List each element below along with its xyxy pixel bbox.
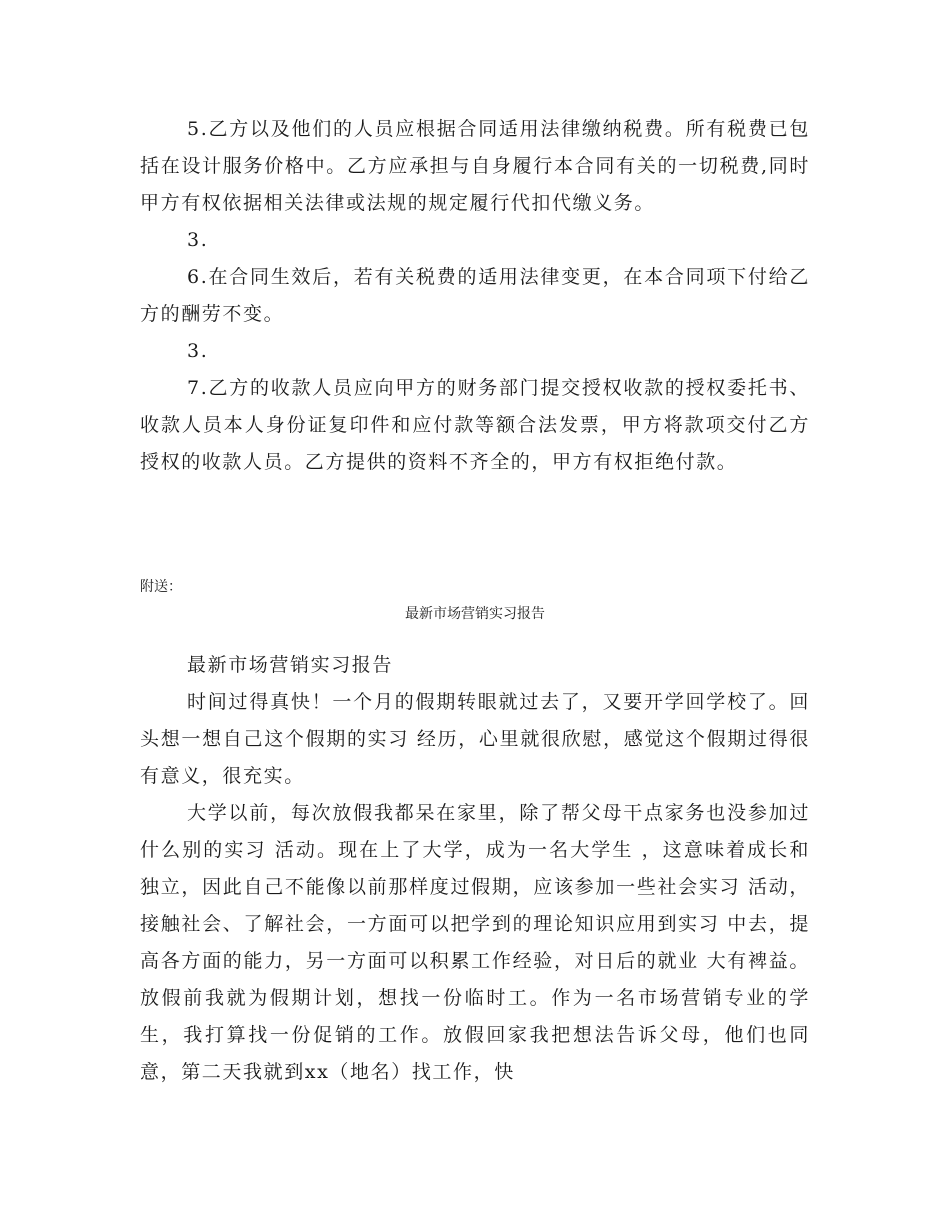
contract-clauses-section (140, 111, 810, 481)
report-paragraph: 时间过得真快！一个月的假期转眼就过去了，又要开学回学校了。回头想一想自己这个假期的实习 经历，心里就很欣慰，感觉这个假期过得很有意义，很充实。 (140, 691, 810, 787)
clause-5-paragraph: 5.乙方以及他们的人员应根据合同适用法律缴纳税费。所有税费已包括在设计服务价格中。乙方应承担与自身履行本合同有关的一切税费,同时甲方有权依据相关法律或法规的规定履行代扣代缴义务。 (140, 118, 810, 214)
clause-6-paragraph: 6.在合同生效后，若有关税费的适用法律变更，在本合同项下付给乙方的酬劳不变。 (140, 266, 810, 325)
clause-number-paragraph: 3. (187, 340, 209, 362)
attachment-label: 附送： (140, 579, 182, 595)
report-section (140, 647, 810, 1091)
attachment-title: 最新市场营销实习报告 (405, 606, 545, 622)
report-heading: 最新市场营销实习报告 (187, 654, 394, 676)
clause-7-paragraph: 7.乙方的收款人员应向甲方的财务部门提交授权收款的授权委托书、收款人员本人身份证复印件和应付款等额合法发票，甲方将款项交付乙方授权的收款人员。乙方提供的资料不齐全的，甲方有权拒绝付款。 (140, 377, 810, 473)
report-paragraph: 大学以前，每次放假我都呆在家里，除了帮父母干点家务也没参加过什么别的实习 活动。现在上了大学，成为一名大学生 ，这意味着成长和独立，因此自己不能像以前那样度过假期，应该参加一些社会实习 活动，接触社会、了解社会，一方面可以把学到的理论知识应用到实习 中去，提高各方面的能力，另一方面可以积累工作经验，对日后的就业 大有裨益。放假前我就为假期计划，想找一份临时工。作为一名市场营销专业的学生，我打算找一份促销的工作。放假回家我把想法告诉父母，他们也同意，第二天我就到xx（地名）找工作，快 (140, 802, 810, 1083)
clause-number-paragraph: 3. (187, 229, 209, 251)
